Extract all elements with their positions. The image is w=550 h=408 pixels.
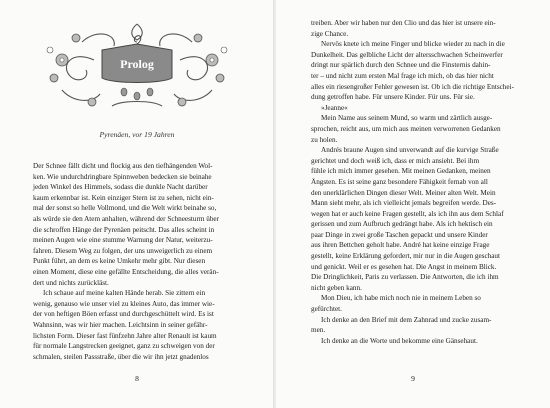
text-line: men. — [311, 326, 326, 335]
text-line: wegen hat er auch keine Fragen gestellt, als ich ihn aus dem Schlaf — [311, 209, 504, 218]
text-line: Mann sieht mehr, als ich vielleicht jemals begreifen werde. Des- — [311, 199, 497, 208]
text-line: dert und nichts zurückläst. — [33, 278, 109, 287]
text-line: fahren. Diesem Weg zu folgen, der uns unweigerlich zu einem — [33, 246, 213, 255]
text-line: Mein Name aus seinem Mund, so warm und zärtlich ausge- — [321, 114, 493, 123]
text-line: die schroffen Hänge der Pyrenäen peitscht. Das alles scheint in — [33, 225, 215, 234]
text-line: ter – und nicht zum ersten Mal frage ich mich, ob das hier nicht — [311, 71, 494, 80]
text-line: gefürchtet. — [311, 305, 342, 314]
text-line: Andrés braune Augen sind unverwandt auf die kurvige Straße — [321, 146, 499, 155]
chapter-subtitle: Pyrenäen, vor 19 Jahren — [99, 130, 175, 139]
text-line: dringt nur spärlich durch den Schnee und die Finsternis dahin- — [311, 61, 491, 70]
text-line: Ängsten. Es ist seine ganz besondere Fähigkeit fernab von all — [311, 177, 488, 186]
text-line: den unerklärlichen Dingen dieser Welt. Meiner alten Welt. Mein — [311, 188, 496, 197]
text-line: mal der sonst so helle Vollmond, und die Welt wirkt beinahe so, — [33, 204, 217, 213]
text-line: gerissen und zum Aufbruch gedrängt habe. Als ich hektisch ein — [311, 220, 493, 229]
text-line: »Jeanne« — [321, 103, 348, 112]
text-line: kaum erkennbar ist. Kein einziger Stern ist zu sehen, nicht ein- — [33, 193, 214, 202]
text-line: jeden Winkel des Himmels, sodass die dunkle Nacht darüber — [33, 183, 208, 192]
text-line: fühle ich mich immer gesehen. Mit meinen Gedanken, meinen — [311, 167, 491, 176]
page-number: 9 — [411, 374, 415, 383]
text-line: wenig, genauso wie unser viel zu kleines Auto, das immer wie- — [33, 299, 215, 308]
text-line: alles ein riesengroßer Fehler gewesen ist. Ob ich die richtige Entschei- — [311, 82, 514, 91]
text-line: gerichtet und doch weiß ich, dass er mich ansieht. Bei ihm — [311, 156, 480, 165]
text-line: Dunkelheit. Das gelbliche Licht der altersschwachen Scheinwerfer — [311, 50, 503, 59]
text-line: nicht geben kann. — [311, 283, 362, 292]
text-line: aus ihren Bettchen geholt habe. André hat keine einzige Frage — [311, 241, 490, 250]
text-line: Mon Dieu, ich habe mich noch nie in meinem Leben so — [321, 294, 481, 303]
text-line: Die Dringlichkeit, Paris zu verlassen. Die Antworten, die ich ihm — [311, 273, 499, 282]
text-line: Der Schnee fällt dicht und flockig aus den tiefhängenden Wol- — [33, 162, 213, 170]
text-line: für normale Langstrecken geeignet, ganz zu schweigen von der — [33, 342, 215, 351]
text-line: dung getroffen habe. Für unsere Kinder. Für uns. Für sie. — [311, 93, 475, 102]
text-line: einen Moment, diese eine gefällte Entscheidung, die alles verän- — [33, 267, 219, 276]
text-line: Nervös knete ich meine Finger und blicke wieder zu nach in die — [321, 40, 505, 49]
left-body-text — [33, 161, 245, 362]
text-line: Ich schaue auf meine kalten Hände herab. Sie zittern ein — [43, 289, 206, 298]
text-line: schmalen, steilen Passstraße, über die wir ihn jetzt gnadenlos — [33, 352, 209, 361]
text-line: sprochen, reicht aus, um mich aus meinen verworrenen Gedanken — [311, 124, 501, 133]
text-line: und genickt. Weil er es gesehen hat. Die Angst in meinem Blick. — [311, 262, 497, 271]
text-line: Punkt führt, an dem es keine Umkehr mehr gibt. Nur diesen — [33, 257, 206, 266]
text-line: zige Chance. — [311, 29, 349, 38]
left-page — [0, 0, 274, 408]
text-line: treiben. Aber wir haben nur den Clio und das hier ist unsere ein- — [311, 19, 496, 27]
text-line: als würde sie den Atem anhalten, während der Schneesturm über — [33, 214, 220, 223]
right-page — [276, 0, 550, 408]
text-line: ken. Wie undurchdringbare Spinnweben bedecken sie beinahe — [33, 172, 212, 181]
text-line: zu holen. — [311, 135, 338, 144]
right-body-text — [311, 18, 521, 346]
text-line: Ich denke an die Worte und bekomme eine Gänsehaut. — [321, 336, 478, 345]
text-line: der von heftigen Böen erfasst und durchgeschüttelt wird. Es ist — [33, 310, 214, 319]
text-line: meinen Augen wie eine stumme Warnung der Natur, weiterzu- — [33, 236, 213, 245]
text-line: paar Dinge in zwei große Taschen gepackt und unsere Kinder — [311, 230, 488, 239]
page-number: 8 — [135, 374, 139, 383]
text-line: gestellt, keine Erklärung gefordert, mir nur in die Augen geschaut — [311, 252, 501, 261]
text-line: Wahnsinn, was wir hier machen. Leichtsinn in seiner gefähr- — [33, 320, 208, 329]
chapter-title: Prolog — [120, 57, 154, 71]
text-line: Ich denke an den Brief mit dem Zahnrad und zucke zusam- — [321, 315, 492, 324]
text-line: lichsten Form. Dieser fast fünfzehn Jahre alter Renault ist kaum — [33, 331, 217, 340]
